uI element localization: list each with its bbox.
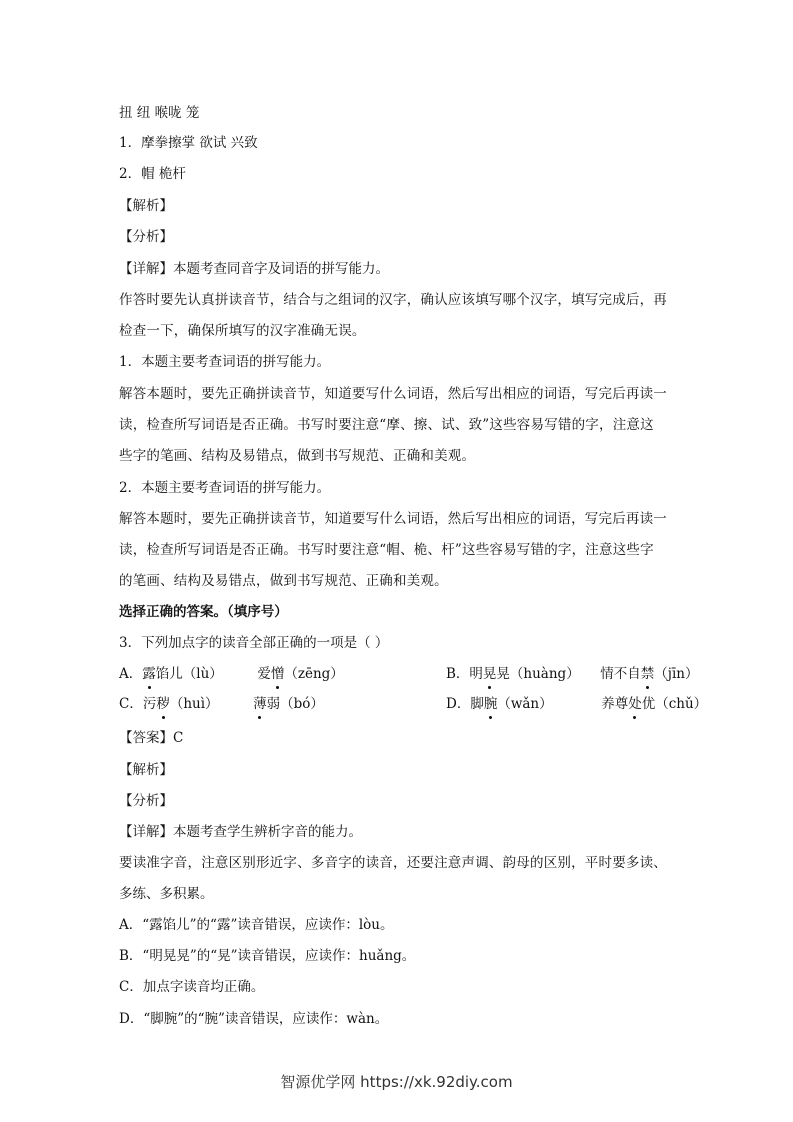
detail-heading-2: 【详解】本题考查学生辨析字音的能力。 xyxy=(119,824,362,840)
explanation-a: A．“露馅儿”的“露”读音错误，应读作：lòu。 xyxy=(119,917,394,933)
analysis-label-2: 【解析】 xyxy=(119,762,173,778)
option-d-word2-suffix: 优（chǔ） xyxy=(641,696,708,712)
option-a-word2-char1: 爱 xyxy=(257,666,271,682)
option-b-prefix: B．明 xyxy=(446,666,483,682)
paragraph-4-line-2: 多练、多积累。 xyxy=(119,886,214,902)
option-a xyxy=(119,664,344,684)
paragraph-1-line-1: 作答时要先认真拼读音节，结合与之组词的汉字，确认应该填写哪个汉字，填写完成后，再 xyxy=(119,292,667,308)
option-d xyxy=(446,694,707,714)
dotted-char: 薄 xyxy=(253,696,267,712)
dotted-char: 腕 xyxy=(483,696,498,712)
sub-point-1: 1．本题主要考查词语的拼写能力。 xyxy=(119,354,331,370)
option-a-prefix: A． xyxy=(119,666,143,682)
breakdown-label-2: 【分析】 xyxy=(119,793,173,809)
dotted-char: 憎 xyxy=(270,666,285,682)
dotted-char: 晃 xyxy=(482,666,497,682)
option-c-word2: 弱（bó） xyxy=(266,696,324,712)
paragraph-1-line-2: 检查一下，确保所填写的汉字准确无误。 xyxy=(119,323,366,339)
section-title: 选择正确的答案。（填序号） xyxy=(119,604,288,620)
dotted-char: 秽 xyxy=(156,696,170,712)
sub-point-2: 2．本题主要考查词语的拼写能力。 xyxy=(119,480,331,496)
paragraph-3-line-2: 读，检查所写词语是否正确。书写时要注意“帽、桅、杆”这些容易写错的字，注意这些字 xyxy=(119,542,654,558)
option-d-word2-prefix: 养尊 xyxy=(601,696,629,712)
dotted-char: 处 xyxy=(628,696,642,712)
option-c-word1-pinyin: （huì） xyxy=(169,696,219,712)
option-b-word2-pinyin: （jīn） xyxy=(654,666,699,682)
option-a-word1: 馅儿（lù） xyxy=(155,666,223,682)
option-b-word2-prefix: 情不自 xyxy=(600,666,641,682)
footer-watermark: 智源优学网 https://xk.92diy.com xyxy=(280,1073,513,1091)
option-a-word2-pinyin: （zēng） xyxy=(284,666,344,682)
answer-line-words: 扭 纽 喉咙 笼 xyxy=(119,105,200,121)
option-b xyxy=(446,664,699,684)
paragraph-3-line-1: 解答本题时，要先正确拼读音节，知道要写什么词语，然后写出相应的词语，写完后再读一 xyxy=(119,511,667,527)
option-b-word1: 晃（huàng） xyxy=(496,666,580,682)
option-d-word1-pinyin: （wǎn） xyxy=(497,696,553,712)
explanation-d: D．“脚腕”的“腕”读音错误，应读作：wàn。 xyxy=(119,1011,389,1027)
option-c xyxy=(119,694,324,714)
paragraph-2-line-3: 些字的笔画、结构及易错点，做到书写规范、正确和美观。 xyxy=(119,448,476,464)
breakdown-label: 【分析】 xyxy=(119,229,173,245)
answer-item-2: 2．帽 桅杆 xyxy=(119,166,186,182)
question-3: 3．下列加点字的读音全部正确的一项是（ ） xyxy=(119,635,389,651)
analysis-label: 【解析】 xyxy=(119,198,173,214)
explanation-c: C．加点字读音均正确。 xyxy=(119,979,265,995)
answer-label: 【答案】C xyxy=(119,730,184,746)
option-d-prefix: D．脚 xyxy=(446,696,484,712)
paragraph-2-line-2: 读，检查所写词语是否正确。书写时要注意“摩、擦、试、致”这些容易写错的字，注意这 xyxy=(119,417,654,433)
answer-item-1: 1．摩拳擦掌 欲试 兴致 xyxy=(119,135,258,151)
paragraph-2-line-1: 解答本题时，要先正确拼读音节，知道要写什么词语，然后写出相应的词语，写完后再读一 xyxy=(119,386,667,402)
paragraph-4-line-1: 要读准字音，注意区别形近字、多音字的读音，还要注意声调、韵母的区别，平时要多读、 xyxy=(119,855,667,871)
explanation-b: B．“明晃晃”的“晃”读音错误，应读作：huǎng。 xyxy=(119,948,416,964)
dotted-char: 禁 xyxy=(640,666,655,682)
dotted-char: 露 xyxy=(142,666,156,682)
option-c-prefix: C．污 xyxy=(119,696,157,712)
detail-heading: 【详解】本题考查同音字及词语的拼写能力。 xyxy=(119,261,389,277)
paragraph-3-line-3: 的笔画、结构及易错点，做到书写规范、正确和美观。 xyxy=(119,573,448,589)
